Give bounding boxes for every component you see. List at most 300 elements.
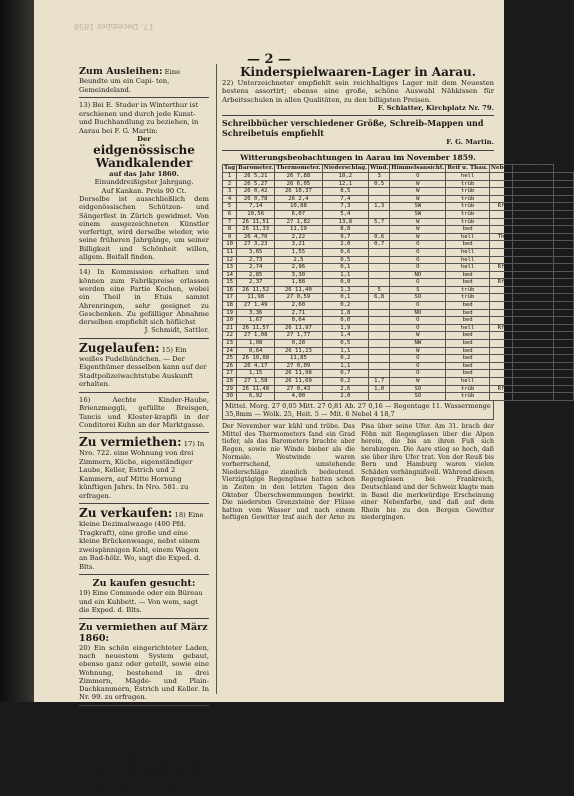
table-cell <box>489 241 512 249</box>
ad-text: 14) In Kommission erhalten und können zum Fabrikpreise erlassen werden eine Partie Kochen, wobei ein Theil in Etuis sammt Ahrenringen, sehr geeignet zu Geschenken. Zu gefälliger Abnahme derselben empfiehlt sich höflichst <box>79 268 209 327</box>
table-cell: 4 33 <box>553 332 573 340</box>
weather-report-text: Der November war kühl und trübe. Das Mittel des Thermometers fand ein Grad tiefer, als das Barometers brachte aber Regen, sowie nie Winde bieber als die Normale. Westwinde waren vorherrschend, umstehende Niederschläge ziemlich bedeutend. Vierzigtägige Regengüsse hatten schon in Zeiten in den letzten Tagen des Oktober Überschwemmungen bewirkt. Die niedersten Grenzsteine der Flüsse hatten vom Wasser und nach einem heftigen Gewitter traf auch der Arno zu Pisa über seine Ufer. Am 31. brach der Föhn mit Regengüssen über die Alpen herein, die bis an ihren Fuß sich herabzogen. Die Aare stieg so hoch, daß sie über ihre Ufer trat. Von der Reuß bis Bern und Hamburg waren vielen Schäden verhängnißvoll. Während diesen Regengüssen bei Frankreich, Deutschland und der Schweiz klagte man in Basel die merkwürdige Erscheinung einer Nebenfarbe, und daß auf dem Rhein bis zu den Bergen Gewitter niedergingen. <box>222 423 494 522</box>
table-row <box>223 218 574 226</box>
table-cell: 24 <box>223 347 237 355</box>
table-cell <box>489 309 512 317</box>
table-row <box>223 286 574 294</box>
table-cell: NW <box>390 340 446 348</box>
table-cell <box>513 362 554 370</box>
table-cell: 26 5,27 <box>237 180 275 188</box>
table-cell: Rf <box>489 203 512 211</box>
ad-text: Bei F. G. Martin ist zu beziehen: <box>88 708 200 717</box>
table-cell <box>513 393 554 401</box>
ad-heading: Zu vermiethen: <box>79 435 182 450</box>
table-cell: 1,55 <box>275 248 322 256</box>
table-cell <box>369 264 390 272</box>
bleed-through-text: 17. December 1858 <box>74 22 154 31</box>
table-cell <box>513 340 554 348</box>
table-cell: 4,00 <box>275 393 322 401</box>
table-cell: 5 22 <box>553 248 573 256</box>
table-row <box>223 264 574 272</box>
table-header-cell: Thermometer. <box>276 165 321 172</box>
ad-heading: eidgenössische Wandkalender <box>93 142 195 170</box>
table-cell: 0,5 <box>322 256 368 264</box>
table-cell: W <box>390 180 446 188</box>
table-cell: 27 <box>223 370 237 378</box>
ad-heading: Kinderspielwaaren-Lager in Aarau. <box>240 65 476 79</box>
table-cell: 26 11,69 <box>275 378 322 386</box>
table-row <box>223 370 574 378</box>
table-cell: 3 58 <box>553 393 573 401</box>
table-cell: 1 <box>223 172 237 180</box>
table-cell: 5 22 <box>553 210 573 218</box>
ad-signature: F. Schlatter, Kirchplatz Nr. 79. <box>377 103 494 112</box>
table-cell: 7,3 <box>322 203 368 211</box>
table-cell: 5 14 <box>553 264 573 272</box>
table-cell: W <box>390 188 446 196</box>
table-cell <box>513 241 554 249</box>
table-cell: SO <box>390 294 446 302</box>
table-cell: 4 6 <box>553 347 573 355</box>
table-cell: 27 0,59 <box>275 294 322 302</box>
ad-vermiethen-1 <box>79 436 209 500</box>
table-cell: trüb <box>446 180 490 188</box>
table-cell <box>513 210 554 218</box>
table-cell: R <box>513 385 554 393</box>
table-cell: 26 0,78 <box>237 195 275 203</box>
weather-table-title: Witterungsbeobachtungen in Aarau im November 1859. <box>240 152 476 162</box>
table-cell: 1,7 <box>369 378 390 386</box>
table-cell: 26 6,05 <box>275 180 322 188</box>
table-row <box>223 279 574 287</box>
table-cell <box>489 180 512 188</box>
divider <box>222 115 494 116</box>
table-cell <box>513 188 554 196</box>
table-cell: 1,08 <box>237 340 275 348</box>
table-cell: 4 5 <box>553 370 573 378</box>
table-cell: W <box>390 195 446 203</box>
table-cell: 17 <box>223 294 237 302</box>
table-cell <box>489 256 512 264</box>
table-cell: NO <box>390 271 446 279</box>
table-cell: bed <box>446 317 490 325</box>
table-cell: 2,74 <box>237 264 275 272</box>
table-header-cell: Barometer. <box>238 165 274 172</box>
ad-13 <box>79 101 209 261</box>
table-cell <box>513 248 554 256</box>
table-cell: 2,71 <box>275 309 322 317</box>
table-cell: O <box>390 317 446 325</box>
right-column <box>222 65 572 522</box>
ad-heading: Zum Ausleihen: <box>79 66 163 77</box>
ad-zugelaufen <box>79 342 209 389</box>
table-cell: 0,0 <box>322 279 368 287</box>
table-cell: 27 3,23 <box>237 241 275 249</box>
table-cell: 15 <box>223 279 237 287</box>
table-cell: 10,56 <box>237 210 275 218</box>
table-cell <box>513 370 554 378</box>
weather-table <box>222 164 574 400</box>
table-cell: 27 1,08 <box>237 332 275 340</box>
table-cell: 4 3 <box>553 355 573 363</box>
table-cell: hell <box>446 248 490 256</box>
table-cell: 16 <box>223 286 237 294</box>
table-cell <box>513 264 554 272</box>
table-cell: 27 1,82 <box>275 218 322 226</box>
table-cell: 26 0,42 <box>237 188 275 196</box>
divider <box>79 97 209 98</box>
table-cell: 0,5 <box>322 340 368 348</box>
table-cell: 1,67 <box>237 317 275 325</box>
table-cell: 0,6 <box>322 248 368 256</box>
table-header-row <box>223 165 574 173</box>
table-cell: 5,7 <box>369 218 390 226</box>
table-cell: 5 19 <box>553 218 573 226</box>
table-cell <box>489 317 512 325</box>
table-cell: trüb <box>446 218 490 226</box>
table-cell <box>513 302 554 310</box>
table-cell <box>513 218 554 226</box>
table-cell <box>489 347 512 355</box>
table-cell: 2,22 <box>275 233 322 241</box>
table-header-cell: Himmelsansicht. <box>391 165 445 172</box>
table-cell: R <box>513 203 554 211</box>
table-cell: 0,64 <box>237 347 275 355</box>
table-cell: S <box>390 286 446 294</box>
table-cell: 3,65 <box>237 248 275 256</box>
table-cell <box>513 279 554 287</box>
table-cell <box>513 195 554 203</box>
table-cell: hell <box>446 324 490 332</box>
table-cell: hell <box>446 264 490 272</box>
column-divider <box>216 64 217 694</box>
table-cell: 19 <box>223 309 237 317</box>
ad-text: Einunddreißigster Jahrgang. <box>94 178 194 186</box>
table-row <box>223 210 574 218</box>
table-cell <box>489 188 512 196</box>
table-cell: 1,1 <box>322 347 368 355</box>
table-cell <box>369 195 390 203</box>
table-cell: trüb <box>446 210 490 218</box>
table-cell: 3,21 <box>275 241 322 249</box>
table-cell: 11,85 <box>275 355 322 363</box>
divider <box>79 705 209 706</box>
ad-signature: J. Schmidt, Sattler. <box>144 326 209 335</box>
table-cell: 26 11,23 <box>275 347 322 355</box>
table-cell <box>369 370 390 378</box>
table-cell: 8 <box>223 226 237 234</box>
table-cell: 6 <box>223 210 237 218</box>
table-cell: O <box>390 324 446 332</box>
table-cell: 7 66 <box>553 180 573 188</box>
table-cell: O <box>390 279 446 287</box>
table-cell <box>489 248 512 256</box>
table-cell: O <box>390 264 446 272</box>
table-cell: 3 <box>223 188 237 196</box>
table-row <box>223 233 574 241</box>
table-row <box>223 226 574 234</box>
ad-heading: Winterfahrten-Plan. <box>93 716 195 744</box>
table-cell: 5 <box>223 203 237 211</box>
table-cell <box>489 370 512 378</box>
table-cell <box>513 172 554 180</box>
table-cell: 0,7 <box>322 370 368 378</box>
table-cell: 2,73 <box>237 256 275 264</box>
table-cell: 26 11,98 <box>275 370 322 378</box>
table-cell: trüb <box>446 393 490 401</box>
table-cell: 26 4,17 <box>237 362 275 370</box>
table-cell: 1,15 <box>237 370 275 378</box>
ad-heading: Zu verkaufen: <box>79 506 173 521</box>
table-cell: 26 10,08 <box>237 355 275 363</box>
table-cell: bed <box>446 370 490 378</box>
divider <box>79 574 209 575</box>
table-row <box>223 309 574 317</box>
divider <box>79 503 209 504</box>
table-cell: W <box>390 218 446 226</box>
table-cell <box>369 332 390 340</box>
table-cell: 12,1 <box>322 180 368 188</box>
table-cell: 28 <box>223 378 237 386</box>
table-cell: 0,5 <box>369 180 390 188</box>
table-cell: W <box>390 226 446 234</box>
ad-14 <box>79 268 209 335</box>
ad-text: 20) Ein schön eingerichteter Laden, nach neuestem System gebaut, ebenso ganz oder geteilt, sowie eine Wohnung, bestehend in drei Zimmern, Mägde- und Plain-Dachkammern, Estrich und Keller. In Nr. 99. zu erfragen. <box>79 643 209 702</box>
table-cell: bed <box>446 347 490 355</box>
table-row <box>223 195 574 203</box>
table-cell: SW <box>390 203 446 211</box>
table-cell: 6,07 <box>275 210 322 218</box>
table-cell: O <box>390 355 446 363</box>
table-cell: bed <box>446 302 490 310</box>
table-cell: bed <box>446 271 490 279</box>
table-cell: 4 3 <box>553 362 573 370</box>
table-row <box>223 385 574 393</box>
table-cell <box>369 210 390 218</box>
table-cell: 2,0 <box>322 241 368 249</box>
table-cell: 0,7 <box>369 241 390 249</box>
table-cell <box>489 286 512 294</box>
ad-signature: F. G. Martin. <box>446 138 494 147</box>
table-cell: W <box>390 378 446 386</box>
table-cell: hell <box>446 233 490 241</box>
table-cell: bed <box>446 362 490 370</box>
table-cell: trüb <box>446 195 490 203</box>
table-cell <box>489 195 512 203</box>
table-cell: 5 14 <box>553 233 573 241</box>
table-cell: trüb <box>446 294 490 302</box>
table-cell: 1,8 <box>322 309 368 317</box>
table-cell: 5 12 <box>553 271 573 279</box>
table-cell: 26 4,70 <box>237 233 275 241</box>
table-cell: bed <box>446 241 490 249</box>
table-header-cell: Mitt. Wärm. <box>514 165 552 172</box>
table-cell: hell <box>446 172 490 180</box>
table-cell: 10,2 <box>322 172 368 180</box>
ad-verkaufen <box>79 507 209 571</box>
table-cell: 26 7,88 <box>275 172 322 180</box>
table-cell: 5 18 <box>553 256 573 264</box>
table-row <box>223 362 574 370</box>
table-row <box>223 188 574 196</box>
table-cell: 8,5 <box>322 188 368 196</box>
ad-price: Auf Kankan. Preis 90 Ct. <box>101 186 187 195</box>
table-cell <box>513 256 554 264</box>
table-cell: 11 <box>223 248 237 256</box>
table-row <box>223 180 574 188</box>
table-cell: 26 11,51 <box>237 218 275 226</box>
table-cell: bed <box>446 309 490 317</box>
table-cell: 21 <box>223 324 237 332</box>
table-row <box>223 347 574 355</box>
table-cell: Rf <box>489 279 512 287</box>
table-row <box>223 203 574 211</box>
divider <box>79 618 209 619</box>
table-cell: W <box>390 347 446 355</box>
table-cell: 26 11,33 <box>237 226 275 234</box>
table-row <box>223 378 574 386</box>
table-cell: 5 65 <box>553 188 573 196</box>
table-header-cell: Wind. <box>370 165 389 172</box>
table-cell: 4 18 <box>553 340 573 348</box>
table-header-cell: Nebel. <box>490 165 512 172</box>
table-cell: 4 51 <box>553 317 573 325</box>
table-cell: 3 59 <box>553 385 573 393</box>
table-cell: 12 <box>223 256 237 264</box>
table-cell <box>369 302 390 310</box>
table-cell <box>369 226 390 234</box>
table-cell: 1,4 <box>322 332 368 340</box>
table-cell: 4 41 <box>553 324 573 332</box>
table-cell: 0,2 <box>322 302 368 310</box>
table-cell: W <box>390 332 446 340</box>
table-cell <box>489 172 512 180</box>
ad-ausleihen <box>79 66 209 94</box>
table-cell: 30 <box>223 393 237 401</box>
table-cell: 7,14 <box>237 203 275 211</box>
table-cell: 13,8 <box>322 218 368 226</box>
table-cell: O <box>390 370 446 378</box>
table-cell: 22 <box>223 332 237 340</box>
table-cell: 3,30 <box>275 271 322 279</box>
table-cell: 5 12 <box>553 286 573 294</box>
table-cell <box>369 188 390 196</box>
table-cell: 1,1 <box>322 271 368 279</box>
table-cell: 2,5 <box>275 256 322 264</box>
table-cell: 7,4 <box>322 195 368 203</box>
table-row <box>223 340 574 348</box>
table-cell: 26 5,21 <box>237 172 275 180</box>
table-cell: O <box>390 362 446 370</box>
table-cell: 2,0 <box>322 393 368 401</box>
table-cell: 5 22 <box>553 241 573 249</box>
table-cell: NO <box>390 309 446 317</box>
table-cell: 26 11,48 <box>237 385 275 393</box>
table-cell: 1,9 <box>322 324 368 332</box>
table-cell <box>369 355 390 363</box>
table-cell: 0,2 <box>322 355 368 363</box>
table-cell <box>513 286 554 294</box>
table-cell: 2,37 <box>237 279 275 287</box>
table-cell <box>489 332 512 340</box>
table-cell: 5 17 <box>553 226 573 234</box>
table-cell: 2,96 <box>275 264 322 272</box>
table-cell: 6,92 <box>237 393 275 401</box>
table-cell: 26 <box>223 362 237 370</box>
table-row <box>223 256 574 264</box>
table-cell: O <box>390 248 446 256</box>
table-cell: W <box>390 233 446 241</box>
table-cell: 5,4 <box>322 210 368 218</box>
table-cell <box>369 271 390 279</box>
table-cell <box>369 309 390 317</box>
table-cell: 0,0 <box>322 317 368 325</box>
table-cell: 4 <box>223 195 237 203</box>
table-cell <box>369 256 390 264</box>
table-cell <box>489 393 512 401</box>
table-cell: 3,36 <box>237 309 275 317</box>
ad-subheading: Der Reisebegleiter für die Schweiz. <box>94 743 194 760</box>
table-cell: 26 2,4 <box>275 195 322 203</box>
table-cell <box>369 347 390 355</box>
table-cell: bed <box>446 355 490 363</box>
table-cell: 6,8 <box>369 294 390 302</box>
table-cell <box>489 340 512 348</box>
table-cell: 11,19 <box>275 226 322 234</box>
table-cell <box>489 378 512 386</box>
divider <box>222 150 494 151</box>
table-cell: 23 <box>223 340 237 348</box>
table-cell: 1,3 <box>369 203 390 211</box>
ad-text: Derselbe ist ausschließlich dem eidgenössischen Schützen- und Sängerfest in Zürich gewidmet. Von einem ausgezeichneten Künstler verfertigt, wird derselbe wieder, wie seine früheren Jahrgänge, um seiner Billigkeit und Schönheit willen, allgem. Beifall finden. <box>79 195 209 262</box>
table-cell: 26 11,52 <box>237 286 275 294</box>
table-cell <box>369 248 390 256</box>
ad-text: 22) Unterzeichneter empfiehlt sein reichhaltiges Lager mit dem Neuesten bestens assortirt; ebenso eine große, schöne Auswahl Nähkissen für Arbeitsschulen in allen Qualitäten, zu den billigsten Preisen. <box>222 79 494 104</box>
table-cell: O <box>390 172 446 180</box>
divider <box>79 264 209 265</box>
table-cell: 0,2 <box>322 378 368 386</box>
table-cell: 5 <box>369 286 390 294</box>
ad-text: 19) Eine Commode oder ein Büreau und ein Kubbett. — Von wem, sagt die Exped. d. Blts. <box>79 589 203 615</box>
table-cell: 1,3 <box>322 286 368 294</box>
ad-text: Eine Beundte um ein Capi- ten, Gemeindeland. <box>79 68 181 94</box>
book-gutter <box>0 0 34 702</box>
table-cell <box>489 362 512 370</box>
table-cell: 4 1 <box>553 378 573 386</box>
table-row <box>223 294 574 302</box>
table-cell <box>513 347 554 355</box>
table-cell: 5 38 <box>553 203 573 211</box>
table-row <box>223 248 574 256</box>
table-cell: O <box>390 302 446 310</box>
ad-heading: Zu kaufen gesucht: <box>92 578 196 590</box>
ad-heading: Zugelaufen: <box>79 340 160 355</box>
table-cell: 26 11,57 <box>237 324 275 332</box>
ad-text: 15) Ein weißes Pudelhündchen. — Der Eigenthümer desselben kann auf der Stadtpolizeiwachtstube Auskunft erhalten. <box>79 345 207 389</box>
table-row <box>223 355 574 363</box>
table-cell: O <box>390 241 446 249</box>
table-cell: SO <box>390 385 446 393</box>
table-cell: 10 <box>223 241 237 249</box>
table-cell: hell <box>446 378 490 386</box>
table-cell: 3 <box>369 172 390 180</box>
table-row <box>223 332 574 340</box>
table-cell <box>369 279 390 287</box>
table-cell: Zelt. <box>554 172 572 179</box>
table-cell: 5 18 <box>553 279 573 287</box>
page-number: — 2 — <box>246 52 292 67</box>
table-cell: 0,64 <box>275 317 322 325</box>
